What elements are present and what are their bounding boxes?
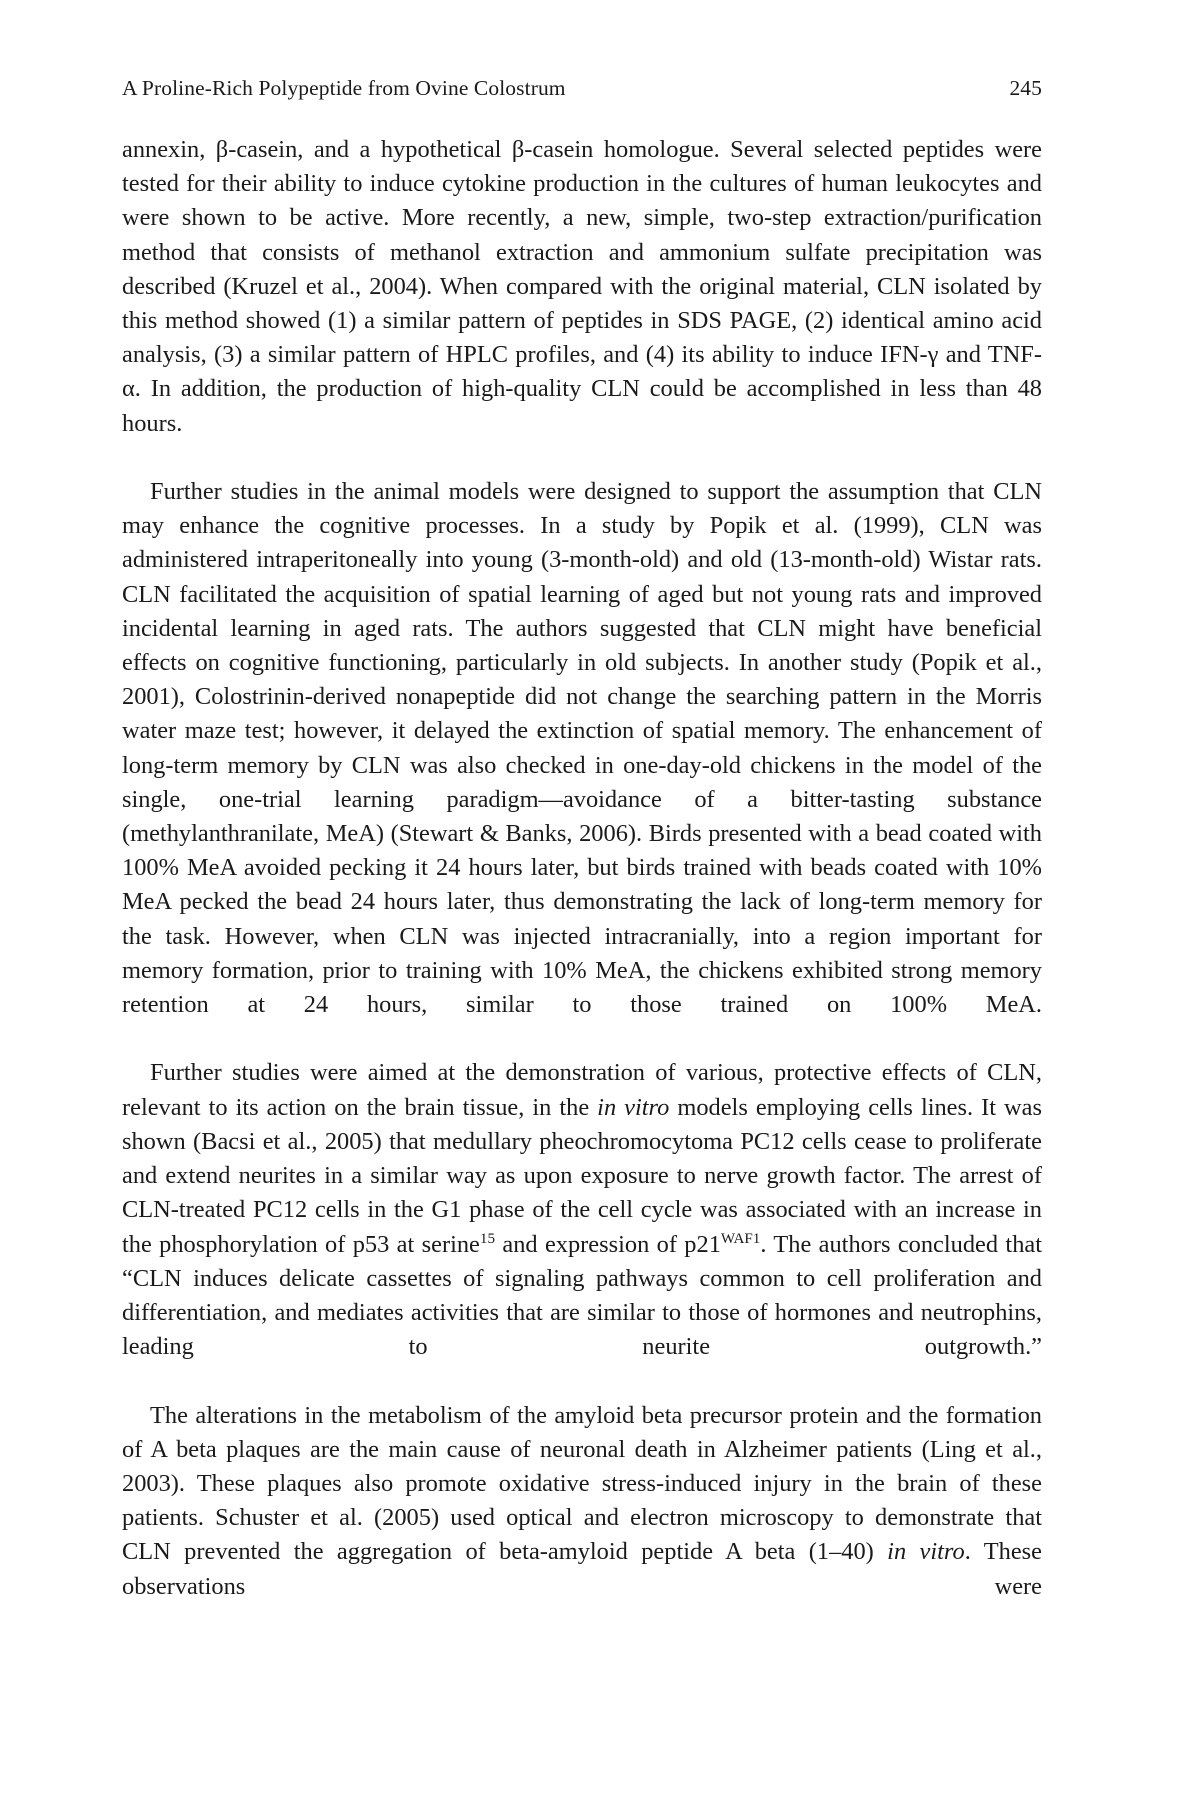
body-text	[122, 133, 1042, 1638]
paragraph: annexin, β-casein, and a hypothetical β-casein homologue. Several selected peptides were tested for their ability to induce cytokine production in the cultures of human leukocytes and were shown to be active. More recently, a new, simple, two-step extraction/purification method that consists of methanol extraction and ammonium sulfate precipitation was described (Kruzel et al., 2004). When compared with the original material, CLN isolated by this method showed (1) a similar pattern of peptides in SDS PAGE, (2) identical amino acid analysis, (3) a similar pattern of HPLC profiles, and (4) its ability to induce IFN-γ and TNF-α. In addition, the production of high-quality CLN could be accomplished in less than 48 hours.	[122, 136, 1042, 437]
italic-run: in vitro	[597, 1093, 670, 1121]
running-head-title: A Proline-Rich Polypeptide from Ovine Colostrum	[122, 76, 566, 100]
superscript-run: WAF1	[720, 1230, 761, 1247]
page-number: 245	[1009, 76, 1042, 100]
paragraph: The alterations in the metabolism of the amyloid beta precursor protein and the formation of A beta plaques are the main cause of neuronal death in Alzheimer patients (Ling et al., 2003). These plaques also promote oxidative stress-induced injury in the brain of these patients. Schuster et al. (2005) used optical and electron microscopy to demonstrate that CLN prevented the aggregation of beta-amyloid peptide A beta (1–40) in vitro. These observations were	[122, 1401, 1042, 1600]
paragraph: Further studies in the animal models were designed to support the assumption that CLN may enhance the cognitive processes. In a study by Popik et al. (1999), CLN was administered intraperitoneally into young (3-month-old) and old (13-month-old) Wistar rats. CLN facilitated the acquisition of spatial learning of aged but not young rats and improved incidental learning in aged rats. The authors suggested that CLN might have beneficial effects on cognitive functioning, particularly in old subjects. In another study (Popik et al., 2001), Colostrinin-derived nonapeptide did not change the searching pattern in the Morris water maze test; however, it delayed the extinction of spatial memory. The enhancement of long-term memory by CLN was also checked in one-day-old chickens in the model of the single, one-trial learning paradigm—avoidance of a bitter-tasting substance (methylanthranilate, MeA) (Stewart & Banks, 2006). Birds presented with a bead coated with 100% MeA avoided pecking it 24 hours later, but birds trained with beads coated with 10% MeA pecked the bead 24 hours later, thus demonstrating the lack of long-term memory for the task. However, when CLN was injected intracranially, into a region important for memory formation, prior to training with 10% MeA, the chickens exhibited strong memory retention at 24 hours, similar to those trained on 100% MeA.	[122, 478, 1042, 1019]
paragraph: Further studies were aimed at the demonstration of various, protective effects of CLN, relevant to its action on the brain tissue, in the in vitro models employing cells lines. It was shown (Bacsi et al., 2005) that medullary pheochromocytoma PC12 cells cease to proliferate and extend neurites in a similar way as upon exposure to nerve growth factor. The arrest of CLN-treated PC12 cells in the G1 phase of the cell cycle was associated with an increase in the phosphorylation of p53 at serine$^{15}$ and expression of $p21^{WAF1}$. The authors concluded that “CLN induces delicate cassettes of signaling pathways common to cell proliferation and differentiation, and mediates activities that are similar to those of hormones and neutrophins, leading to neurite outgrowth.”	[122, 1059, 1042, 1361]
running-head	[122, 76, 1042, 106]
superscript-run: 15	[479, 1230, 495, 1247]
italic-run: in vitro	[887, 1538, 965, 1566]
